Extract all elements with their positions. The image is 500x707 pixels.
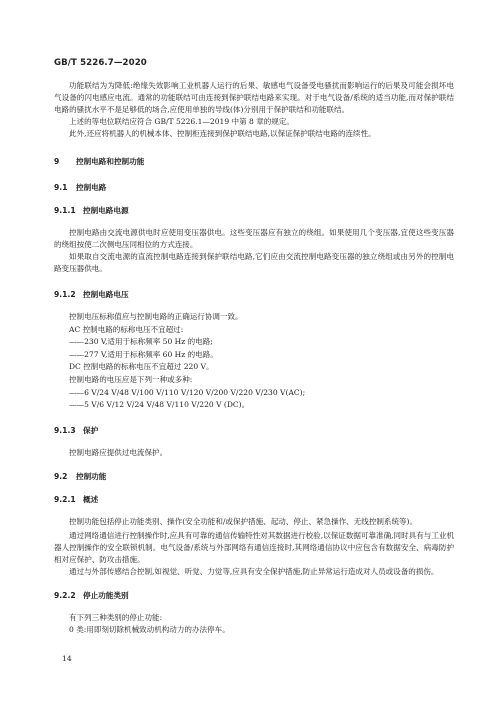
page-number: 14 xyxy=(62,654,72,663)
heading-section-9-2-1 xyxy=(54,494,454,505)
section-title: 保护 xyxy=(83,425,99,435)
paragraph: 控制电路由交流电源供电时应使用变压器供电。这些变压器应有独立的绕组。如果使用几个变压器,宜使这些变压器的绕组按使二次侧电压同相位的方式连接。 xyxy=(54,228,454,249)
section-number: 9.1.2 xyxy=(54,290,76,299)
heading-section-9-1 xyxy=(54,182,454,193)
section-title: 控制电路 xyxy=(76,183,107,192)
heading-section-9-2 xyxy=(54,471,454,482)
list-item: ——6 V/24 V/48 V/100 V/110 V/120 V/200 V/220 V/230 V(AC); xyxy=(69,387,306,397)
text-line: 控制电路的电压应是下列一种或多种: xyxy=(69,374,193,384)
list-item: ——5 V/6 V/12 V/24 V/48 V/110 V/220 V (DC)。 xyxy=(69,400,250,410)
heading-section-9-2-2 xyxy=(54,590,454,601)
intro-paragraph-3: 此外,还应将机器人的机械本体、控制柜连接到保护联结电路,以保证保护联结电路的连续性。 xyxy=(69,129,376,138)
section-title: 停止功能类别 xyxy=(83,590,129,600)
section-number: 9.1.3 xyxy=(54,425,76,435)
section-title: 概述 xyxy=(83,494,99,504)
text-line: 有下列三种类别的停止功能: xyxy=(69,612,163,622)
intro-paragraph-1: 功能联结为为降低:绝缘失效影响工业机器人运行的后果、敏感电气设备受电骚扰而影响运行的后果及可能会损坏电气设备的闪电感应电流。通常的功能联结可由连接到保护联结电路来实现。对于电气设备/系统的适当功能,而对保护联结电路的骚扰水平不是足够低的场合,应使用单独的导线(体)分别用于保护联结和功能联结。 xyxy=(54,81,454,114)
text-line: 控制电压标称值应与控制电路的正确运行协调一致。 xyxy=(69,312,243,321)
text-line: 0 类:用即刻切除机械致动机构动力的办法停车。 xyxy=(69,625,230,635)
heading-section-9-1-1 xyxy=(54,205,454,216)
paragraph: 控制电路应提供过电流保护。 xyxy=(69,447,168,457)
section-number: 9.1.1 xyxy=(54,206,76,215)
paragraph: 控制功能包括停止功能类别、操作(安全功能和/或保护措施、起动、停止、紧急操作、无线控制系统等)。 xyxy=(69,516,418,526)
paragraph: 通过与外部传感结合控制,如视觉、听觉、力觉等,应具有安全保护措施,防止异常运行造成对人员或设备的损伤。 xyxy=(69,566,439,576)
text-line: DC 控制电路的标称电压不宜超过 220 V。 xyxy=(69,362,214,372)
section-number: 9 xyxy=(54,157,60,166)
paragraph: 通过网络通信进行控制操作时,应具有可靠的通信传输特性对其数据进行校验,以保证数据可靠准确,同时具有与工业机器人控制操作的安全联锁机制。电气设备/系统与外部网络有通信连接时,其网络通信协议中应包含有数据安全、病毒防护相对应保护、防攻击措施。 xyxy=(54,530,454,564)
list-item: ——277 V,适用于标称频率 60 Hz 的电路。 xyxy=(69,349,218,359)
section-number: 9.2.1 xyxy=(54,494,76,504)
heading-section-9-1-2 xyxy=(54,289,454,300)
section-title: 控制电路电压 xyxy=(83,290,129,299)
section-title: 控制电路和控制功能 xyxy=(76,157,145,166)
text-line: AC 控制电路的标称电压不宜超过: xyxy=(69,324,184,334)
section-number: 9.2 xyxy=(54,471,68,481)
intro-paragraph-2: 上述的等电位联结应符合 GB/T 5226.1—2019 中第 8 章的规定。 xyxy=(69,117,294,126)
paragraph: 如果取自交流电源的直流控制电路连接到保护联结电路,它们应由交流控制电路变压器的独立绕组或由另外的控制电路变压器供电。 xyxy=(54,252,454,273)
standard-code-header: GB/T 5226.7—2020 xyxy=(54,58,147,68)
heading-section-9 xyxy=(54,156,454,167)
heading-section-9-1-3 xyxy=(54,425,454,436)
section-title: 控制功能 xyxy=(76,471,107,481)
page-content xyxy=(54,80,454,637)
section-number: 9.1 xyxy=(54,183,68,192)
section-number: 9.2.2 xyxy=(54,590,76,600)
section-title: 控制电路电源 xyxy=(83,206,129,215)
list-item: ——230 V,适用于标称频率 50 Hz 的电路; xyxy=(69,337,213,347)
